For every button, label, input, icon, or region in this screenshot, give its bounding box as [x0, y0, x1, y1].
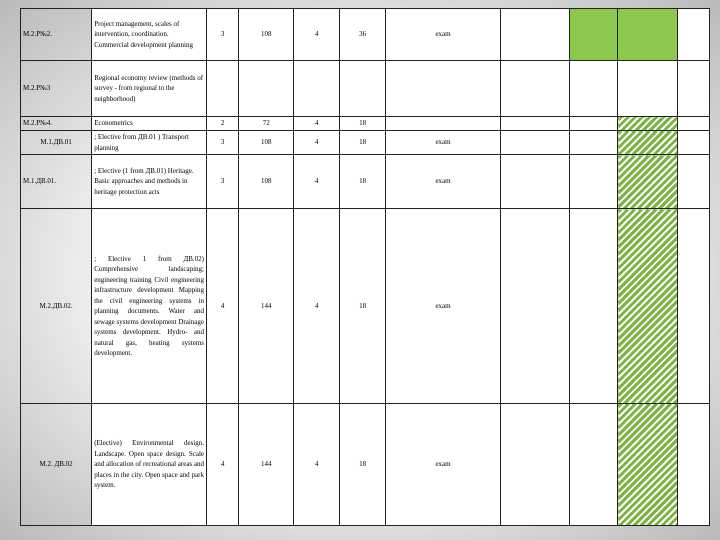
table-row	[21, 209, 710, 404]
course-description: Project management, scales of intervention, coordination. Commercial development planning	[92, 9, 207, 61]
credits-cell	[207, 61, 239, 117]
semester-cell: 4	[294, 155, 340, 209]
credits-cell: 2	[207, 117, 239, 131]
empty-cell	[569, 209, 617, 404]
empty-cell	[500, 209, 569, 404]
empty-cell	[569, 155, 617, 209]
table-row	[21, 117, 710, 131]
table-row	[21, 155, 710, 209]
curriculum-table-container	[20, 8, 710, 526]
course-code: M.2. ДВ.02	[21, 404, 92, 526]
highlight-cell	[618, 9, 678, 61]
hours-cell: 108	[239, 9, 294, 61]
empty-cell	[569, 131, 617, 155]
course-description: ; Elective (1 from ДВ.01) Heritage. Basic approaches and methods in heritage protection acts	[92, 155, 207, 209]
semester-cell	[294, 61, 340, 117]
empty-cell	[500, 117, 569, 131]
exam-cell: exam	[386, 155, 501, 209]
exam-cell	[386, 117, 501, 131]
credits-cell: 3	[207, 131, 239, 155]
credits-cell: 4	[207, 404, 239, 526]
course-code: M.1.ДВ.01	[21, 131, 92, 155]
empty-cell	[569, 117, 617, 131]
empty-cell	[618, 61, 678, 117]
empty-cell	[500, 131, 569, 155]
hours-cell	[239, 61, 294, 117]
semester-cell: 4	[294, 117, 340, 131]
empty-cell	[677, 61, 709, 117]
empty-cell	[677, 131, 709, 155]
hatched-cell	[618, 131, 678, 155]
hours-cell: 108	[239, 131, 294, 155]
empty-cell	[569, 404, 617, 526]
empty-cell	[500, 155, 569, 209]
empty-cell	[677, 404, 709, 526]
hatched-cell	[618, 404, 678, 526]
class-hours-cell: 18	[340, 404, 386, 526]
hours-cell: 144	[239, 209, 294, 404]
table-row	[21, 131, 710, 155]
empty-cell	[677, 9, 709, 61]
class-hours-cell: 18	[340, 209, 386, 404]
table-row	[21, 61, 710, 117]
hatched-cell	[618, 117, 678, 131]
semester-cell: 4	[294, 209, 340, 404]
hatched-cell	[618, 209, 678, 404]
semester-cell: 4	[294, 404, 340, 526]
table-row	[21, 404, 710, 526]
hours-cell: 72	[239, 117, 294, 131]
hours-cell: 144	[239, 404, 294, 526]
credits-cell: 3	[207, 155, 239, 209]
empty-cell	[500, 9, 569, 61]
empty-cell	[569, 61, 617, 117]
course-description: (Elective) Environmental design. Landscape. Open space design. Scale and allocation of recreational areas and places in the city. Open space and park system.	[92, 404, 207, 526]
credits-cell: 4	[207, 209, 239, 404]
course-description: ; Elective 1 from ДВ.02) Comprehensive landscaping; engineering training Civil engineering infrastructure development Mapping the civil engineering systems in planning documents. Water and sewage systems development Drainage systems development. Hydro- and natural gas, heating systems development.	[92, 209, 207, 404]
class-hours-cell: 18	[340, 131, 386, 155]
exam-cell: exam	[386, 9, 501, 61]
course-description: ; Elective from ДВ.01 ) Transport planning	[92, 131, 207, 155]
course-code: M.2.P№2.	[21, 9, 92, 61]
semester-cell: 4	[294, 131, 340, 155]
exam-cell	[386, 61, 501, 117]
exam-cell: exam	[386, 404, 501, 526]
course-description: Regional economy review (methods of survey - from regional to the neighborhood)	[92, 61, 207, 117]
semester-cell: 4	[294, 9, 340, 61]
empty-cell	[500, 61, 569, 117]
exam-cell: exam	[386, 209, 501, 404]
exam-cell: exam	[386, 131, 501, 155]
empty-cell	[677, 117, 709, 131]
course-description: Econometrics	[92, 117, 207, 131]
course-code: M.1.ДВ.01.	[21, 155, 92, 209]
empty-cell	[677, 155, 709, 209]
credits-cell: 3	[207, 9, 239, 61]
hours-cell: 108	[239, 155, 294, 209]
course-code: M.2.P№3	[21, 61, 92, 117]
highlight-cell	[569, 9, 617, 61]
course-code: M.2.P№4.	[21, 117, 92, 131]
class-hours-cell: 36	[340, 9, 386, 61]
hatched-cell	[618, 155, 678, 209]
table-row	[21, 9, 710, 61]
curriculum-table	[20, 8, 710, 526]
course-code: M.2.ДВ.02.	[21, 209, 92, 404]
class-hours-cell: 18	[340, 117, 386, 131]
empty-cell	[500, 404, 569, 526]
empty-cell	[677, 209, 709, 404]
class-hours-cell	[340, 61, 386, 117]
class-hours-cell: 18	[340, 155, 386, 209]
